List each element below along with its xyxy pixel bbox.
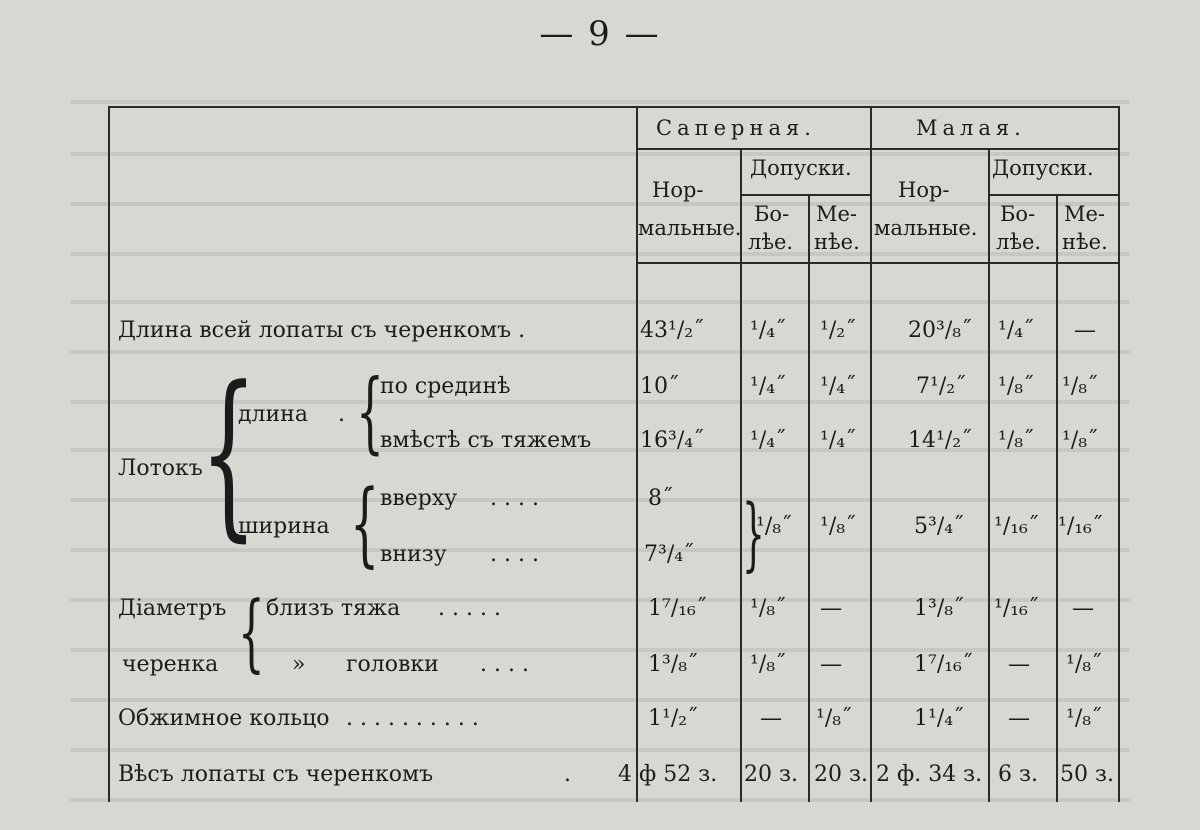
value-cell: 1¹/₄˝ <box>914 706 965 731</box>
value-cell: ¹/₈˝ <box>820 514 857 539</box>
value-cell: — <box>1008 652 1030 677</box>
value-cell: — <box>820 652 842 677</box>
value-cell: 1³/₈˝ <box>914 596 965 621</box>
row-label-lotok: Лотокъ <box>118 456 203 481</box>
header-bolee-malaya-2: лѣе. <box>996 230 1042 254</box>
table-top-border <box>108 106 1120 108</box>
row-label-cherenka: черенка <box>122 652 219 677</box>
value-cell: ¹/₈˝ <box>1066 652 1103 677</box>
value-cell: ¹/₈˝ <box>750 652 787 677</box>
value-cell: 50 з. <box>1060 762 1114 787</box>
value-cell: 5³/₄˝ <box>914 514 965 539</box>
value-cell: 43¹/₂˝ <box>640 318 705 343</box>
header-dopuski-malaya: Допуски. <box>992 156 1094 180</box>
header-divider <box>988 194 1120 196</box>
row-label-vverkhu: вверху <box>380 486 458 511</box>
value-cell: 16³/₄˝ <box>640 428 705 453</box>
value-cell: 10˝ <box>640 374 679 399</box>
header-normal-malaya-1: Нор- <box>898 178 950 202</box>
value-cell: ¹/₈˝ <box>1062 428 1099 453</box>
value-cell: 2 ф. 34 з. <box>876 762 983 787</box>
row-label-vmeste: вмѣстѣ съ тяжемъ <box>380 428 592 453</box>
header-menee-malaya-2: нѣе. <box>1062 230 1108 254</box>
header-divider <box>636 148 1120 150</box>
value-cell: ¹/₄˝ <box>750 428 787 453</box>
col-divider <box>988 148 990 802</box>
row-golovki-dots: . . . . <box>480 652 529 677</box>
value-cell: ¹/₈˝ <box>998 428 1035 453</box>
value-cell: ¹/₈˝ <box>756 514 793 539</box>
table-right-border <box>1118 106 1120 802</box>
header-divider <box>740 194 870 196</box>
value-cell: 6 з. <box>998 762 1038 787</box>
value-cell: 1⁷/₁₆˝ <box>914 652 973 677</box>
brace-dlina: { <box>356 360 384 463</box>
header-bolee-sapernaya-1: Бо- <box>754 202 790 226</box>
header-normal-sapernaya-2: мальные. <box>638 216 742 240</box>
header-dopuski-sapernaya: Допуски. <box>750 156 852 180</box>
row-ves-dots: . <box>564 762 571 787</box>
header-menee-sapernaya-2: нѣе. <box>814 230 860 254</box>
brace-shirina: { <box>350 470 380 577</box>
header-menee-malaya-1: Ме- <box>1064 202 1106 226</box>
value-cell: 1⁷/₁₆˝ <box>648 596 707 621</box>
table-left-border <box>108 106 110 802</box>
value-cell: ¹/₈˝ <box>750 596 787 621</box>
header-normal-sapernaya-1: Нор- <box>652 178 704 202</box>
row-label-golovki: головки <box>346 652 439 677</box>
row-label-dlina: длина <box>238 402 308 427</box>
header-malaya: Малая. <box>916 116 1026 140</box>
row-label-shirina: ширина <box>238 514 330 539</box>
value-cell: — <box>1072 596 1094 621</box>
value-cell: — <box>1008 706 1030 731</box>
value-cell: ¹/₈˝ <box>816 706 853 731</box>
value-cell: 20³/₈˝ <box>908 318 973 343</box>
value-cell: ¹/₄˝ <box>820 428 857 453</box>
value-cell: — <box>760 706 782 731</box>
row-vnizu-dots: . . . . <box>490 542 539 567</box>
value-cell: ¹/₄˝ <box>998 318 1035 343</box>
page-number: — 9 — <box>539 14 661 54</box>
col-divider <box>870 106 872 802</box>
row-label-bliz-tyazha: близъ тяжа <box>266 596 401 621</box>
value-cell: ¹/₁₆˝ <box>994 596 1039 621</box>
value-cell: ¹/₁₆˝ <box>1058 514 1103 539</box>
value-cell: 8˝ <box>648 486 673 511</box>
row-label-obzhimnoe: Обжимное кольцо <box>118 706 330 731</box>
row-bliz-dots: . . . . . <box>438 596 501 621</box>
row-obzhimnoe-dots: . . . . . . . . . . <box>346 706 479 731</box>
value-cell: ¹/₈˝ <box>1066 706 1103 731</box>
header-sapernaya: Саперная. <box>656 116 816 140</box>
value-cell: — <box>820 596 842 621</box>
value-cell: 1³/₈˝ <box>648 652 699 677</box>
row-label-ves: Вѣсъ лопаты съ черенкомъ <box>118 762 434 787</box>
value-cell: ¹/₄˝ <box>750 318 787 343</box>
value-cell: ¹/₁₆˝ <box>994 514 1039 539</box>
value-cell: ¹/₄˝ <box>750 374 787 399</box>
value-cell: ¹/₈˝ <box>1062 374 1099 399</box>
header-normal-malaya-2: мальные. <box>874 216 978 240</box>
value-cell: — <box>1074 318 1096 343</box>
col-divider <box>808 194 810 802</box>
brace-shirina-value: } <box>742 487 765 580</box>
value-cell: 14¹/₂˝ <box>908 428 973 453</box>
header-bottom-border <box>636 262 1120 264</box>
brace-diametr: { <box>238 583 265 681</box>
value-cell: 20 з. <box>814 762 868 787</box>
header-bolee-malaya-1: Бо- <box>1000 202 1036 226</box>
value-cell: 20 з. <box>744 762 798 787</box>
row-label-po-sredine: по срединѣ <box>380 374 511 399</box>
value-cell: 7³/₄˝ <box>644 542 695 567</box>
brace-lotok: { <box>200 349 258 558</box>
value-cell: ¹/₈˝ <box>998 374 1035 399</box>
header-menee-sapernaya-1: Ме- <box>816 202 858 226</box>
col-divider <box>1056 194 1058 802</box>
row-label-quote: » <box>292 652 306 677</box>
row-label-vnizu: внизу <box>380 542 447 567</box>
row-label-diametr: Діаметръ <box>118 596 227 621</box>
row-label-dlina-vsey: Длина всей лопаты съ черенкомъ . <box>118 318 526 343</box>
col-divider <box>740 148 742 802</box>
value-cell: 1¹/₂˝ <box>648 706 699 731</box>
value-cell: ¹/₄˝ <box>820 374 857 399</box>
row-label-dlina-dot: . <box>338 402 345 427</box>
header-bolee-sapernaya-2: лѣе. <box>748 230 794 254</box>
col-divider <box>636 106 638 802</box>
value-cell: 7¹/₂˝ <box>916 374 967 399</box>
specification-table <box>108 106 1120 818</box>
row-vverkhu-dots: . . . . <box>490 486 539 511</box>
value-cell: ¹/₂˝ <box>820 318 857 343</box>
value-cell: 4 ф 52 з. <box>618 762 718 787</box>
